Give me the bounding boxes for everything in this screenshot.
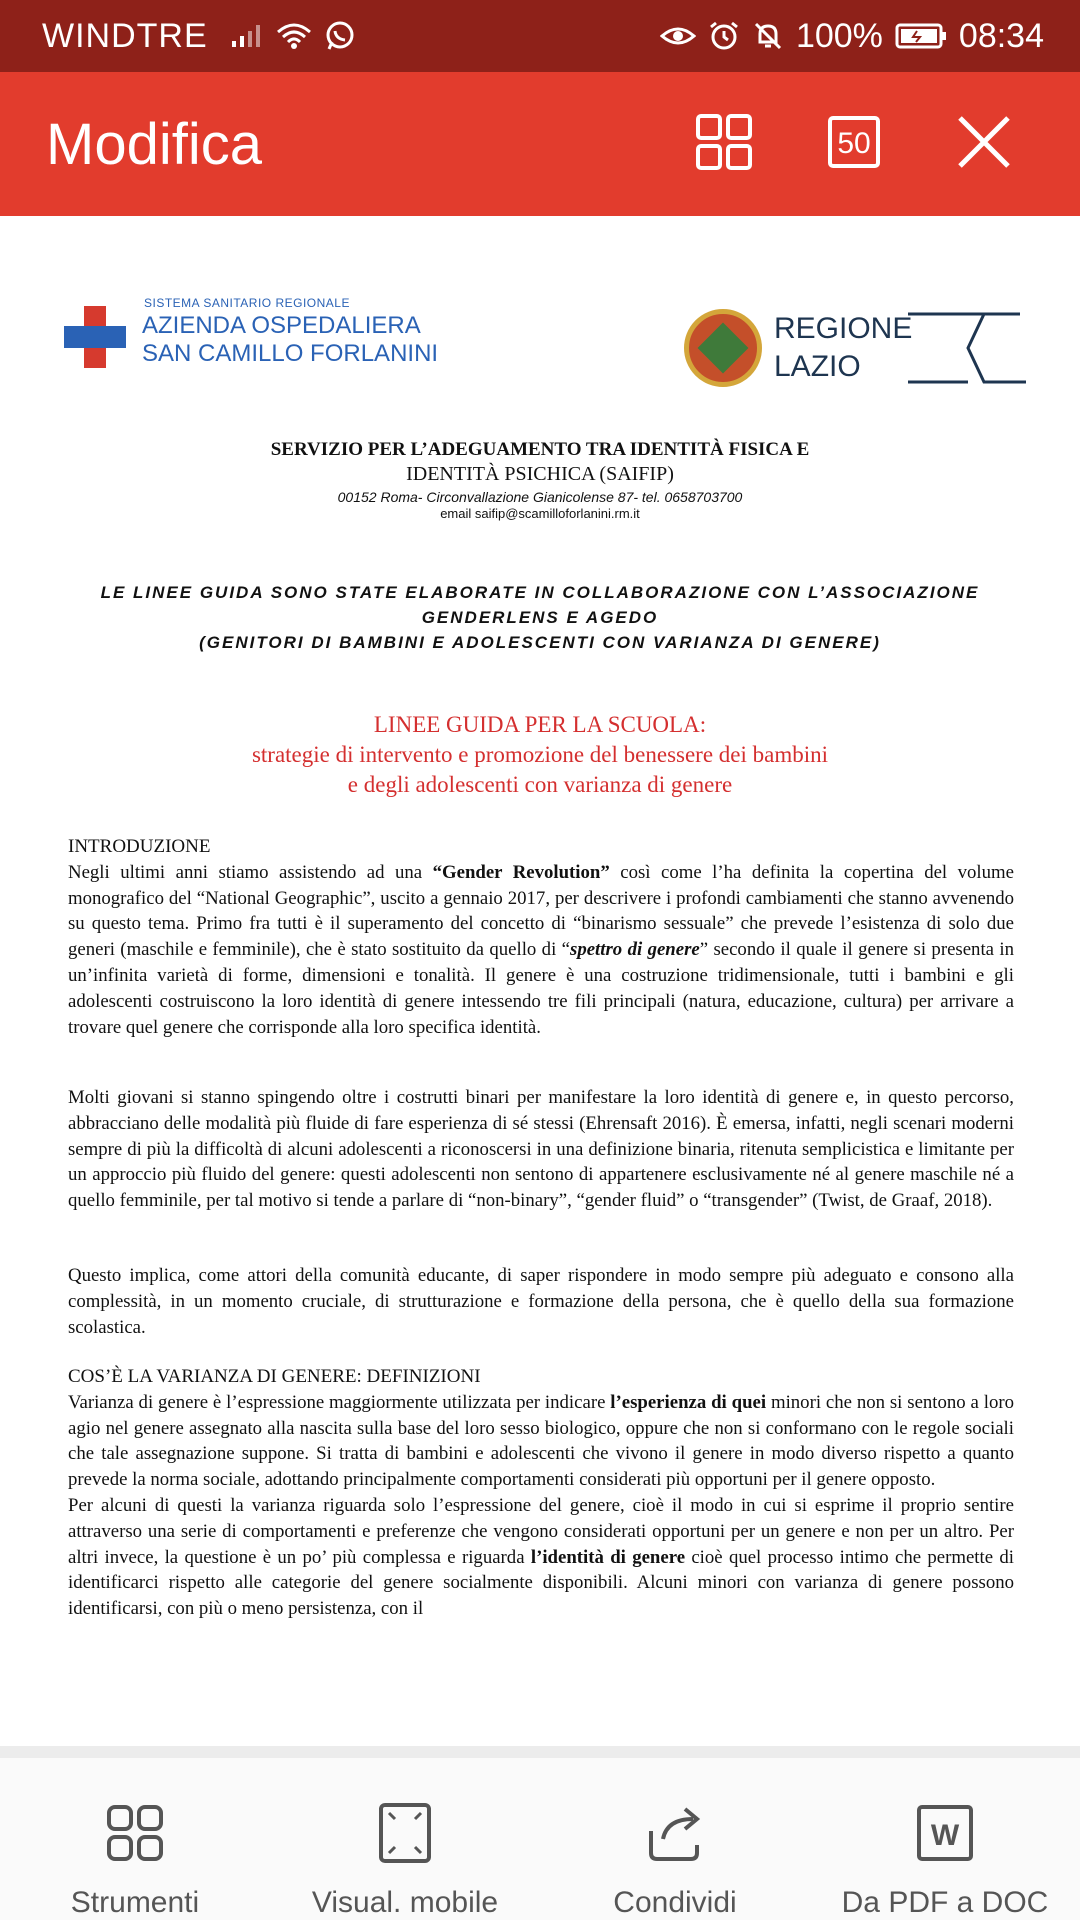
app-toolbar: [0, 72, 1080, 216]
status-bar: [0, 0, 1080, 72]
carrier-name: WINDTRE: [42, 16, 208, 55]
regione-lazio-logo: [684, 308, 1028, 388]
mobile-view-label: Visual. mobile: [311, 1886, 499, 1919]
tools-label: Strumenti: [70, 1886, 200, 1919]
mobile-view-icon: [370, 1798, 440, 1868]
paragraph-3: Questo implica, come attori della comunità educante, di saper rispondere in modo sempre più adeguato e consono alla complessità, in un momento cruciale, di strutturazione e formazione della persona, che è quello della sua formazione scolastica.: [68, 1265, 1014, 1338]
service-title-line2: IDENTITÀ PSICHICA (SAIFIP): [406, 463, 674, 485]
logo-right-line2: LAZIO: [774, 350, 861, 383]
bottom-action-bar: [0, 1758, 1080, 1920]
page-divider: [0, 1746, 1080, 1758]
intro-text-b: così come l’ha definita la copertina del volume monografico del “National Geographic”, uscito a gennaio 2017, per descrivere i profondi cambiamenti che stanno avvenendo su questo tema. Primo fra tutti è il superamento del concetto di “binarismo sessuale” che prevede l’esistenza di solo due generi (maschile e femminile), che è stato sostituito da quello di “: [68, 861, 1014, 961]
regione-seal-icon: [684, 309, 762, 387]
definitions-heading: COS’È LA VARIANZA DI GENERE: DEFINIZIONI: [68, 1366, 481, 1387]
eye-icon: [660, 22, 696, 50]
pdf-page[interactable]: [0, 216, 1080, 1744]
service-title-line1: SERVIZIO PER L’ADEGUAMENTO TRA IDENTITÀ FISICA E: [270, 439, 810, 460]
signal-icon: [230, 23, 264, 49]
san-camillo-logo: [64, 296, 439, 368]
intro-text-c: ” secondo il quale il genere si presenta in un’infinita varietà di forme, dimensioni e tonalità. Il genere è una costruzione tridimensionale, tutti i bambini e gli adolescenti costruiscono la loro identità di genere intessendo tre fili principali (natura, educazione, cultura) per arrivare a trovare quel genere che corrisponde alla loro specifica identità.: [68, 939, 1014, 1038]
intro-heading: INTRODUZIONE: [68, 836, 211, 857]
logo-left-line1: AZIENDA OSPEDALIERA: [142, 312, 421, 339]
mute-icon: [752, 20, 784, 52]
logo-right-line1: REGIONE: [774, 312, 913, 345]
regione-arrow-lines-icon: [908, 308, 1028, 388]
mobile-view-button[interactable]: [270, 1758, 540, 1920]
intro-section: [68, 834, 1014, 1040]
page-count-value: 50: [837, 127, 871, 160]
wifi-icon: [276, 22, 312, 50]
alarm-icon: [708, 20, 740, 52]
collab-line1: LE LINEE GUIDA SONO STATE ELABORATE IN COLLABORAZIONE CON L’ASSOCIAZIONE: [100, 583, 980, 602]
svg-text:W: W: [930, 1819, 960, 1852]
whatsapp-icon: [324, 20, 356, 52]
intro-bold-spettro: spettro di genere: [570, 939, 700, 961]
guide-title-line3: e degli adolescenti con varianza di genere: [347, 772, 733, 797]
tools-icon: [100, 1798, 170, 1868]
service-email: email saifip@scamilloforlanini.rm.it: [440, 506, 640, 521]
guide-title-line2: strategie di intervento e promozione del benessere dei bambini: [251, 742, 829, 767]
guide-title-line1: LINEE GUIDA PER LA SCUOLA:: [373, 712, 707, 737]
battery-icon: [895, 22, 947, 50]
battery-level: 100%: [795, 16, 883, 55]
close-button[interactable]: [934, 94, 1034, 194]
share-label: Condividi: [613, 1886, 737, 1919]
service-address: 00152 Roma- Circonvallazione Gianicolense 87- tel. 0658703700: [337, 489, 743, 505]
intro-text-a: Negli ultimi anni stiamo assistendo ad una: [68, 861, 433, 883]
word-icon: [910, 1798, 980, 1868]
clock: 08:34: [958, 16, 1044, 55]
logo-left-small-text: SISTEMA SANITARIO REGIONALE: [144, 296, 350, 310]
guide-title: [0, 710, 1080, 800]
pdf-to-doc-label: Da PDF a DOC: [841, 1886, 1049, 1919]
paragraph-2: Molti giovani si stanno spingendo oltre i costrutti binari per manifestare la loro identità di genere e, in questo percorso, abbracciano delle modalità più fluide di fare esperienza di sé stessi (Ehrensaft 2016). È emersa, infatti, negli scenari moderni sempre di più la difficoltà di alcuni adolescenti a riconoscersi in una definizione binaria, ritenuta semplicistica e limitante per un approccio più fluido del genere: questi adolescenti non sentono di appartenere esclusivamente né al genere maschile né a quello femminile, per tal motivo si tende a parlare di “non-binary”, “gender fluid” o “transgender” (Twist, de Graaf, 2018).: [68, 1087, 1014, 1212]
logo-left-line2: SAN CAMILLO FORLANINI: [142, 340, 439, 367]
def-bold-esperienza: l’esperienza di quei: [610, 1391, 767, 1413]
intro-bold-gender-revolution: “Gender Revolution”: [432, 861, 610, 883]
grid-view-icon: [694, 112, 754, 177]
collab-line3: (GENITORI DI BAMBINI E ADOLESCENTI CON VARIANZA DI GENERE): [199, 633, 881, 652]
share-button[interactable]: [540, 1758, 810, 1920]
pdf-to-doc-button[interactable]: [810, 1758, 1080, 1920]
close-icon: [954, 112, 1014, 177]
def-text-d: cioè quel processo intimo che permette di identificarci rispetto alle categorie del genere socialmente disponibili. Alcuni minori con varianza di genere possono identificarsi, con più o meno persistenza, con il: [68, 1546, 1014, 1620]
share-icon: [640, 1798, 710, 1868]
definitions-section: [68, 1364, 1014, 1622]
def-text-c: Per alcuni di questi la varianza riguarda solo l’espressione del genere, cioè il modo in cui si esprime il proprio sentire attraverso una serie di comportamenti e preferenze che vengono considerati opportuni per un genere e non per un altro. Per altri invece, la questione è un po’ più complessa e riguarda: [68, 1494, 1014, 1568]
toolbar-title: Modifica: [46, 111, 262, 177]
def-text-b: minori che non si sentono a loro agio nel genere assegnato alla nascita sulla base del loro sesso biologico, oppure che non si conformano con le regole sociali che tale assegnazione suppone. Si tratta di bambini e adolescenti che vivono il genere in modo diverso rispetto a quanto prevede la norma sociale, adottando principalmente comportamenti considerati più opportuni per il genere opposto.: [68, 1391, 1015, 1491]
collab-line2: GENDERLENS E AGEDO: [421, 608, 659, 627]
collaboration-note: [0, 580, 1080, 655]
grid-view-button[interactable]: [674, 94, 774, 194]
red-cross-logo-icon: [64, 306, 126, 368]
tools-button[interactable]: [0, 1758, 270, 1920]
def-bold-identita: l’identità di genere: [530, 1546, 686, 1568]
def-text-a: Varianza di genere è l’espressione maggiormente utilizzata per indicare: [68, 1391, 611, 1413]
page-count-button[interactable]: [804, 94, 904, 194]
